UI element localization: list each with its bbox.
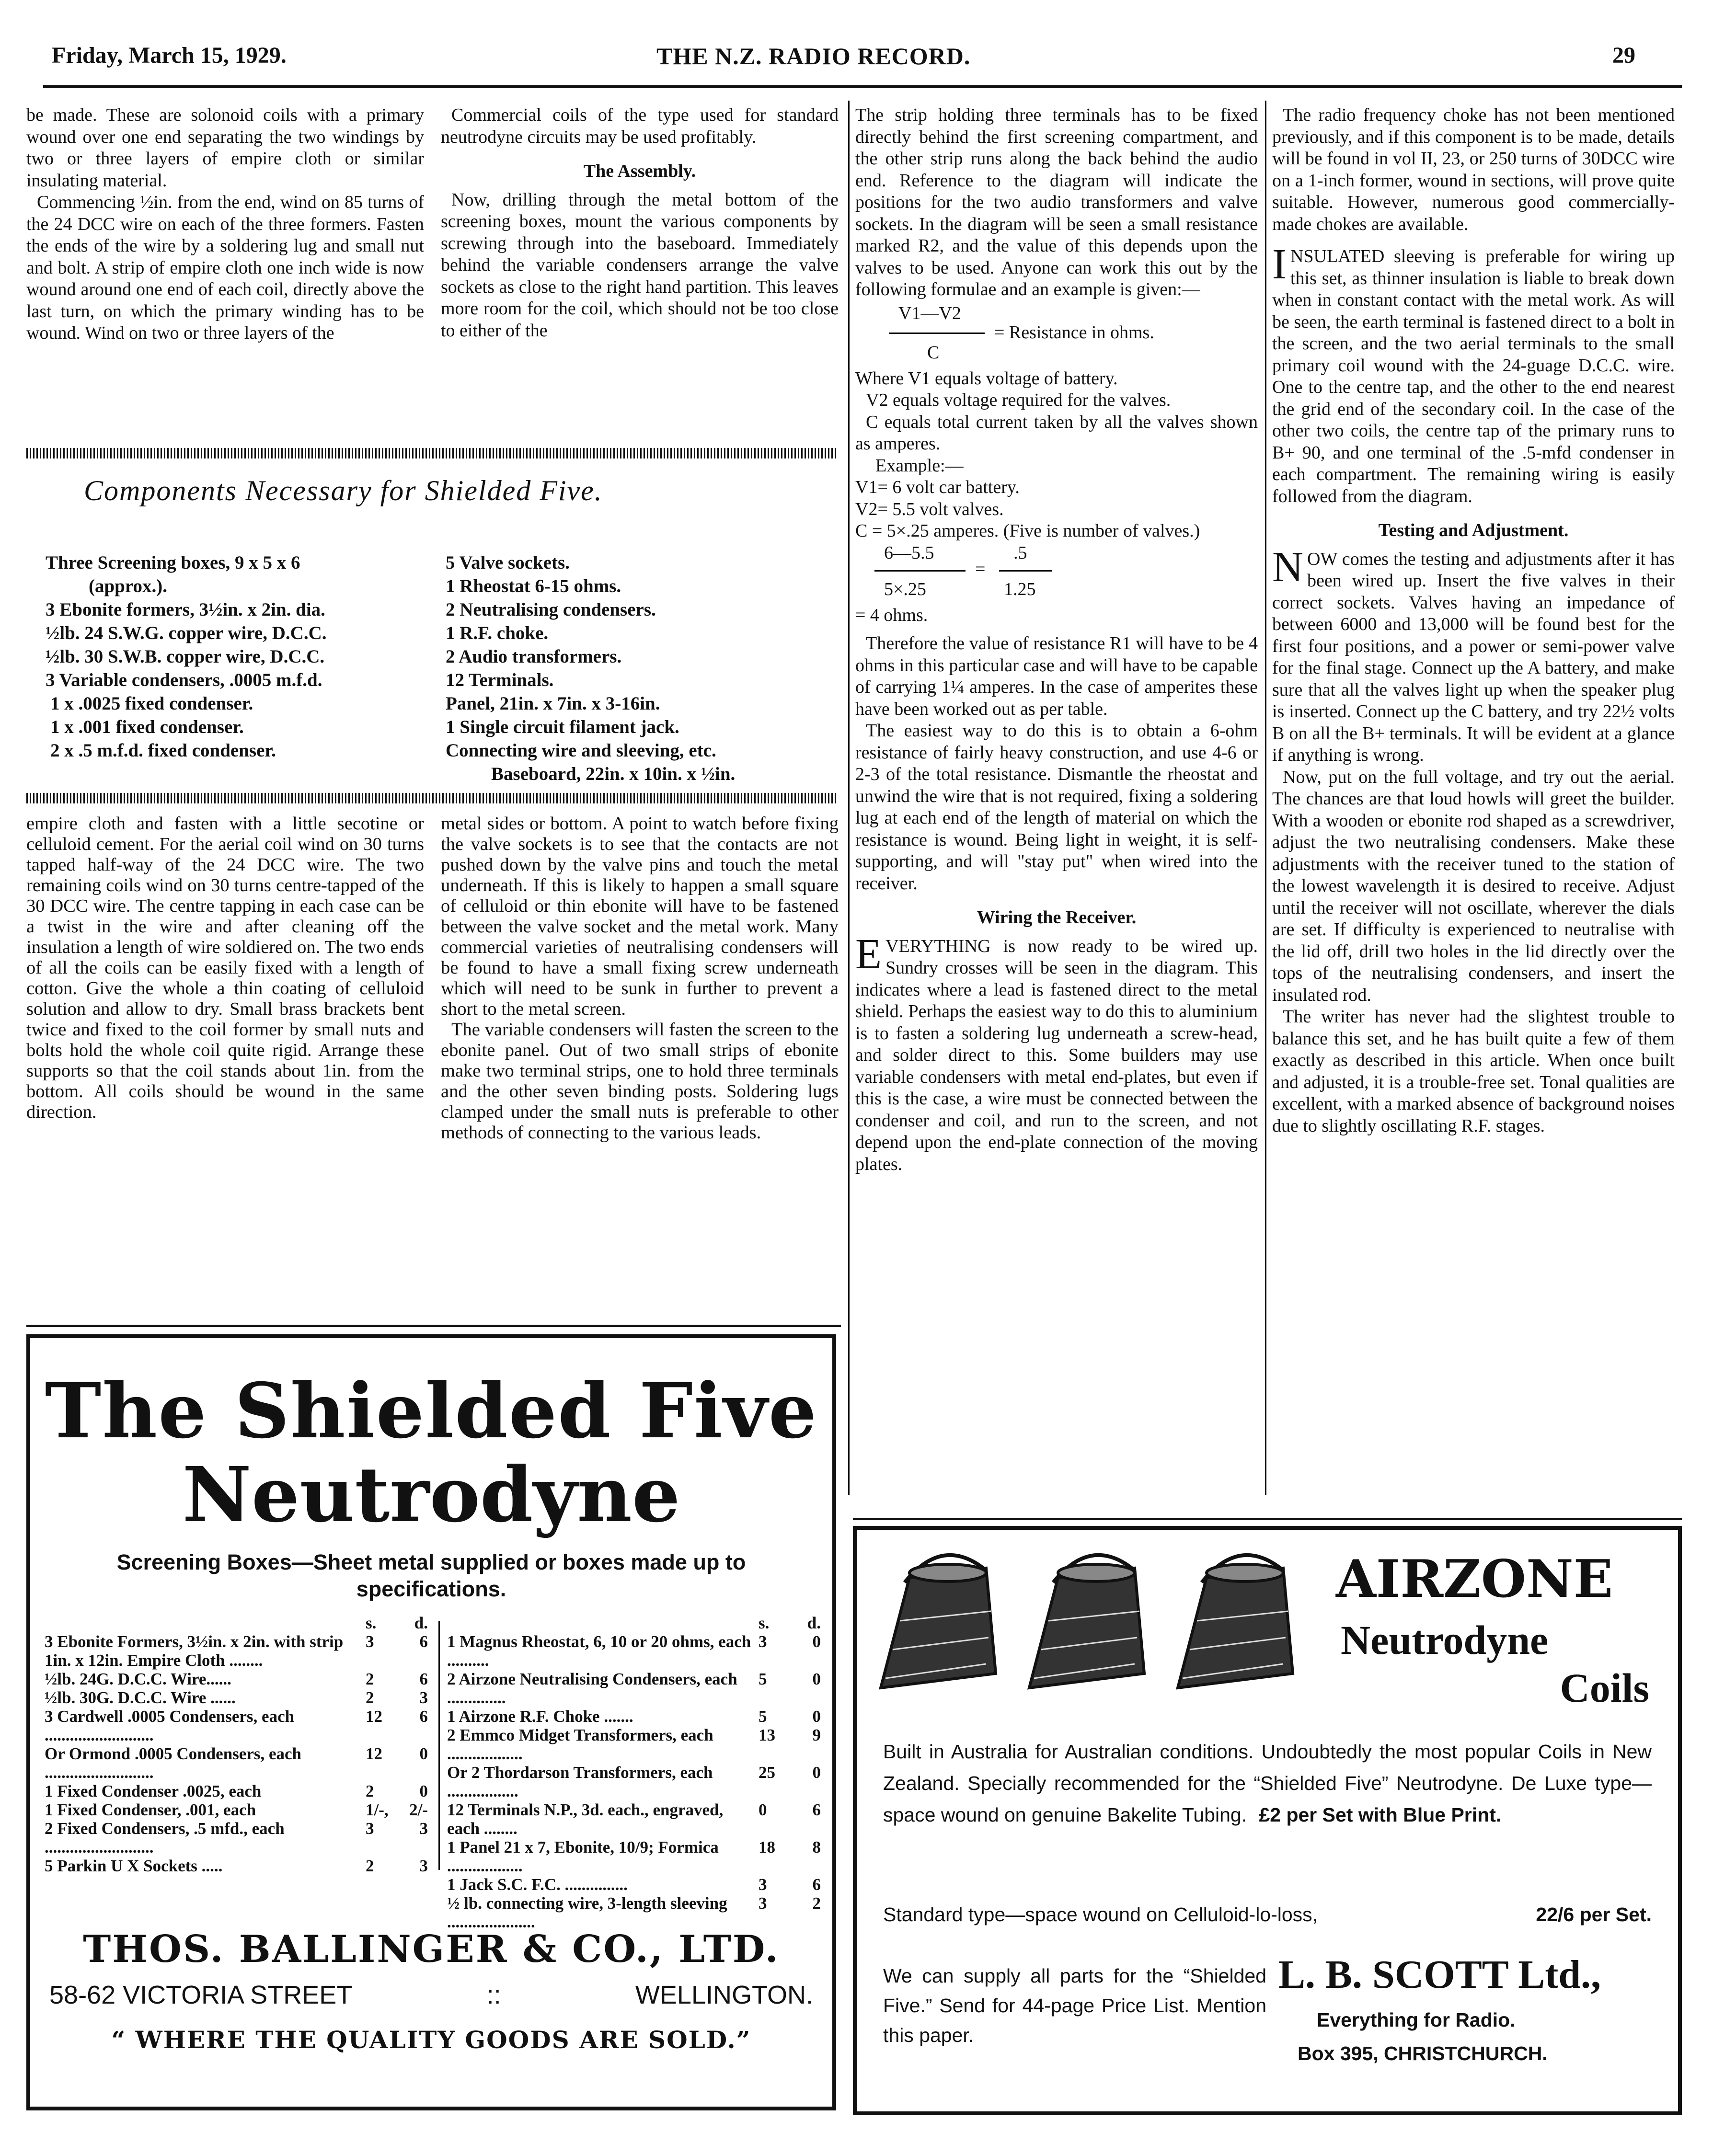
col3-p1: The strip holding three terminals has to be fixed directly behind the first screening compartment, and the other strip runs along the back behind the audio end. Reference to the diagram will indicate the positions for the two audio transformers and valve sockets. In the diagram will be seen a small resistance marked R2, and the value of this depends upon the valves to be used. Anyone can work this out by the following formulae and an example is given:— (855, 105, 1258, 299)
col3-example-3: C = 5×.25 amperes. (Five is number of valves.) (855, 521, 1200, 541)
ad-top-rule (853, 1518, 1682, 1520)
ballinger-slogan: “ WHERE THE QUALITY GOODS ARE SOLD.” (111, 2026, 751, 2054)
formula-denominator: C (927, 342, 940, 363)
col1-bottom (26, 814, 424, 1321)
coil-icon (881, 1555, 996, 1688)
header-date: Friday, March 15, 1929. (52, 43, 287, 68)
col4-p5: The writer has never had the slightest trouble to balance this set, and he has built quite a few of them exactly as described in this article. When once built and adjusted, it is a trouble-free set. Tonal qualities are excellent, with a marked absence of background noises due to slightly oscillating R.F. stages. (1272, 1007, 1675, 1136)
col2-top-p1: Commercial coils of the type used for standard neutrodyne circuits may be used profitably. (441, 105, 839, 147)
calc-den1: 5×.25 (884, 579, 926, 599)
ballinger-company: THOS. BALLINGER & CO., LTD. (83, 1927, 780, 1971)
col3-p3: The easiest way to do this is to obtain a 6-ohm resistance of fairly heavy construction, and use 4-6 or 2-3 of the total resistance. Dismantle the rheostat and unwind the wire that is not required, fixing a soldering lug at each end of the length of material on which the resistance is wound. Being light in weight, it is self-supporting, and will "stay put" when wired into the receiver. (855, 721, 1258, 894)
col3-example-1: V1= 6 volt car battery. (855, 477, 1020, 497)
calc-equals: = (975, 559, 986, 579)
component-item: 5 Valve sockets. (446, 552, 570, 573)
sd-header-d: d. (807, 1614, 821, 1632)
component-item: Connecting wire and sleeving, etc. (446, 740, 716, 761)
component-item: ½lb. 24 S.W.G. copper wire, D.C.C. (46, 623, 327, 643)
component-item: 1 Single circuit filament jack. (446, 717, 679, 737)
col4-p3: NOW comes the testing and adjustments after it has been wired up. Insert the five valves in their correct sockets. Valves having an impedance of between 6000 and 13,000 will be found best for the first four positions, and a power or semi-power valve for the final stage. Connect up the A battery, and make sure that all the valves light up when the speaker plug is inserted. Connect up the C battery, and try 22½ volts B on all the B+ terminals. It will be evident at a glance if anything is wrong. (1272, 543, 1675, 765)
formula-equals: = Resistance in ohms. (994, 322, 1154, 343)
col3-where-2: V2 equals voltage required for the valves. (866, 390, 1171, 410)
ballinger-address-sep: :: (486, 1981, 501, 2009)
price-row: ½lb. 30G. D.C.C. Wire ...... 2 3 (45, 1688, 428, 1707)
col4-p1: The radio frequency choke has not been mentioned previously, and if this component is to be made, details will be found in vol II, 23, or 250 turns of 30DCC wire on a 1-inch former, wound in sections, will prove quite suitable. However, numerous good commercially-made chokes are available. (1272, 105, 1675, 234)
ballinger-ad (26, 1334, 836, 2110)
calc-bar2 (999, 570, 1052, 572)
col4 (1272, 104, 1675, 1499)
col2-top (441, 104, 839, 440)
airzone-standard-text: Standard type—space wound on Celluloid-lo-loss, (883, 1903, 1318, 1926)
coil-illustrations (866, 1544, 1317, 1707)
col1-top (26, 104, 424, 440)
price-row: 3 Ebonite Formers, 3½in. x 2in. with strip 1in. x 12in. Empire Cloth ........ 3 6 (45, 1632, 428, 1670)
ballinger-address (49, 1980, 813, 2010)
col4-subheading: Testing and Adjustment. (1378, 520, 1569, 540)
component-item: Panel, 21in. x 7in. x 3-16in. (446, 693, 660, 714)
col1-top-p2: Commencing ½in. from the end, wind on 85 turns of the 24 DCC wire on each of the three formers. Fasten the ends of the wire by a soldering lug and small nut and bolt. A strip of empire cloth one inch wide is now wound around one end of each coil, directly above the last turn, on which the primary winding has to be wound. Wind on two or three layers of the (26, 192, 424, 343)
component-item: ½lb. 30 S.W.B. copper wire, D.C.C. (46, 646, 325, 667)
ad-top-rule (26, 1325, 841, 1327)
price-row: 12 Terminals N.P., 3d. each., engraved, each ........ 0 6 (447, 1800, 821, 1838)
calc-bar1 (874, 570, 966, 572)
component-item: 3 Variable condensers, .0005 m.f.d. (46, 670, 322, 690)
price-row: 2 Airzone Neutralising Condensers, each .............. 5 0 (447, 1670, 821, 1707)
price-row: 1 Panel 21 x 7, Ebonite, 10/9; Formica .................. 18 8 (447, 1838, 821, 1875)
col2-subheading: The Assembly. (583, 161, 696, 181)
col3-example-label: Example:— (875, 455, 964, 476)
component-item: 1 x .001 fixed condenser. (50, 717, 244, 737)
price-row: 1 Airzone R.F. Choke ....... 5 0 (447, 1707, 821, 1726)
col3-calc-result: = 4 ohms. (855, 605, 928, 625)
component-item: Baseboard, 22in. x 10in. x ½in. (491, 764, 736, 784)
components-bottom-strip (26, 793, 836, 803)
calc-den2: 1.25 (1004, 579, 1036, 599)
header-title: THE N.Z. RADIO RECORD. (656, 43, 971, 69)
component-item: 1 x .0025 fixed condenser. (50, 693, 253, 714)
ballinger-address-city: WELLINGTON. (635, 1981, 813, 2009)
coil-icon (1178, 1555, 1293, 1688)
col3-p4: EVERYTHING is now ready to be wired up. Sundry crosses will be seen in the diagram. This indicates where a lead is fastened direct to the metal shield. Perhaps the easiest way to do this to aluminium is to fasten a soldering lug underneath a screw-head, and solder direct to this. Some builders may use variable condensers with metal end-plates, but even if this is the case, a wire must be connected between the condenser and coil, and run to the screen, and not depend upon the end-plate connection of the moving plates. (855, 930, 1258, 1174)
airzone-price2: 22/6 per Set. (1536, 1903, 1652, 1926)
price-row: 1 Magnus Rheostat, 6, 10 or 20 ohms, each .......... 3 0 (447, 1632, 821, 1670)
ballinger-address-street: 58-62 VICTORIA STREET (49, 1981, 353, 2009)
sd-header-s: s. (366, 1614, 377, 1632)
component-item: (approx.). (89, 576, 167, 596)
calculation (855, 542, 1258, 605)
column-rule (848, 101, 850, 1495)
price-row: Or 2 Thordarson Transformers, each ................. 25 0 (447, 1763, 821, 1800)
components-title: Components Necessary for Shielded Five. (84, 475, 603, 506)
col3-where-1: Where V1 equals voltage of battery. (855, 368, 1118, 389)
col2-bottom-p2: The variable condensers will fasten the screen to the ebonite panel. Out of two small strips of ebonite make two terminal strips, one to hold three terminals and the other seven binding posts. Soldering lugs clamped under the small nuts is preferable to other methods of connecting to the various leads. (441, 1020, 839, 1143)
col3-example-2: V2= 5.5 volt valves. (855, 499, 1004, 519)
col2-bottom-p1: metal sides or bottom. A point to watch before fixing the valve sockets is to see that the contacts are not pushed down by the valve pins and touch the metal underneath. If this is likely to happen a small square of celluloid or thin ebonite will have to be fastened between the valve socket and the metal work. Many commercial varieties of neutralising condensers will be found to have a small fixing screw underneath which will need to be sunk in further to prevent a short to the metal screen. (441, 814, 839, 1019)
ballinger-subtitle: Screening Boxes—Sheet metal supplied or boxes made up to specifications. (116, 1550, 746, 1601)
price-row: 3 Cardwell .0005 Condensers, each .......................... 12 6 (45, 1707, 428, 1744)
price-row: Or Ormond .0005 Condensers, each .......................... 12 0 (45, 1744, 428, 1782)
formula-numerator: V1—V2 (898, 303, 961, 323)
components-left-list (46, 551, 458, 762)
component-item: 1 Rheostat 6-15 ohms. (446, 576, 621, 596)
component-item: 3 Ebonite formers, 3½in. x 2in. dia. (46, 599, 325, 620)
components-top-strip (26, 448, 836, 458)
component-item: Three Screening boxes, 9 x 5 x 6 (46, 552, 300, 573)
ballinger-list-divider (438, 1621, 440, 1870)
price-row: ½ lb. connecting wire, 3-length sleeving ..................... 3 2 (447, 1894, 821, 1931)
ballinger-left-list (45, 1614, 428, 1875)
col2-bottom (441, 814, 839, 1321)
scott-address: Box 395, CHRISTCHURCH. (1298, 2042, 1548, 2064)
header-rule (43, 85, 1682, 88)
formula-bar (889, 332, 985, 334)
header-page: 29 (1612, 43, 1635, 68)
col1-top-p1: be made. These are solonoid coils with a primary wound over one end separating the two windings by two or three layers of empire cloth or similar insulating material. (26, 105, 424, 191)
component-item: 2 Audio transformers. (446, 646, 622, 667)
price-row: 1 Fixed Condenser, .001, each 1/-, 2/- (45, 1800, 428, 1819)
price-row: 5 Parkin U X Sockets ..... 2 3 (45, 1857, 428, 1875)
ballinger-right-list (447, 1614, 821, 1931)
col3-subheading: Wiring the Receiver. (977, 907, 1137, 928)
price-row: ½lb. 24G. D.C.C. Wire...... 2 6 (45, 1670, 428, 1688)
col4-p2: INSULATED sleeving is preferable for wiring up this set, as thinner insulation is liable to break down when in constant contact with the metal work. As will be seen, the earth terminal is fastened direct to a bolt in the screen, and the two aerial terminals to the small primary coil wound with the 24-guage D.C.C. wire. One to the centre tap, and the other to the end nearest the grid end of the secondary coil. In the case of the other two coils, the centre tap of the primary runs to B+ 90, and one terminal of the .5-mfd condenser in each compartment. The remaining wiring is easily followed from the diagram. (1272, 241, 1675, 506)
price-row: 2 Fixed Condensers, .5 mfd., each .......................... 3 3 (45, 1819, 428, 1857)
airzone-brand: AIRZONE (1336, 1549, 1613, 1609)
formula (855, 301, 1258, 368)
col1-bottom-text: empire cloth and fasten with a little secotine or celluloid cement. For the aerial coil wind on 30 turns tapped half-way of the 24 DCC wire. The two remaining coils wind on 30 turns centre-tapped of the 30 DCC wire. The centre tapping in each case can be a twist in the wire and after cleaning off the insulation a length of wire soldiered on. The two ends of all the coils can be easily fixed with a length of cotton. Give the whole a thin coating of celluloid solution and allow to dry. Small brass brackets bent twice and fixed to the coil former by small nuts and bolts hold the whole coil quite rigid. Arrange these supports so that the coil stands about 1in. from the bottom. All coils should be wound in the same direction. (26, 814, 424, 1122)
scott-company: L. B. SCOTT Ltd., (1278, 1952, 1601, 1997)
airzone-parts: We can supply all parts for the “Shielded Five.” Send for 44-page Price List. Mention this paper. (883, 1965, 1266, 2046)
calc-num1: 6—5.5 (884, 542, 934, 563)
price-row: 1 Fixed Condenser .0025, each 2 0 (45, 1782, 428, 1800)
col3-p2: Therefore the value of resistance R1 will have to be 4 ohms in this particular case and will have to be capable of carrying 1¼ amperes. In the case of amperites these have been worked out as per table. (855, 633, 1258, 719)
airzone-line2: Neutrodyne (1341, 1617, 1549, 1663)
col3-where-3: C equals total current taken by all the valves shown as amperes. (855, 412, 1258, 454)
ballinger-title-line2: Neutrodyne (182, 1451, 680, 1539)
airzone-standard (883, 1903, 1652, 1926)
component-item: 1 R.F. choke. (446, 623, 549, 643)
airzone-ad (853, 1526, 1682, 2115)
scott-tagline: Everything for Radio. (1317, 2009, 1516, 2031)
sd-header-d: d. (414, 1614, 428, 1632)
airzone-body-text: Built in Australia for Australian conditions. Undoubtedly the most popular Coils in New Zealand. Specially recommended for the “Shielded Five” Neutrodyne. De Luxe type—space wound on genuine Bakelite Tubing. (883, 1741, 1652, 1826)
price-row: 1 Jack S.C. F.C. ............... 3 6 (447, 1875, 821, 1894)
component-item: 2 x .5 m.f.d. fixed condenser. (50, 740, 276, 761)
component-item: 12 Terminals. (446, 670, 554, 690)
components-right-list (446, 551, 839, 786)
sd-header-s: s. (759, 1614, 770, 1632)
coil-icon (1029, 1555, 1144, 1688)
col4-p4: Now, put on the full voltage, and try out the aerial. The chances are that loud howls will greet the builder. With a wooden or ebonite rod shaped as a screwdriver, adjust the two neutralising condensers. Make these adjustments with the receiver tuned to the station of the lowest wavelength it is desired to receive. Adjust until the receiver will not oscillate, wherever the dials are set. If difficulty is experienced to neutralise with the lid off, drill two holes in the lid directly over the tops of the neutralising condensers, and insert the insulated rod. (1272, 767, 1675, 1005)
calc-num2: .5 (1013, 542, 1027, 563)
airzone-line3: Coils (1560, 1665, 1649, 1711)
component-item: 2 Neutralising condensers. (446, 599, 656, 620)
airzone-body (883, 1736, 1652, 1831)
column-rule (1265, 101, 1266, 1495)
col3 (855, 104, 1258, 1499)
price-row: 2 Emmco Midget Transformers, each .................. 13 9 (447, 1726, 821, 1763)
airzone-price1: £2 per Set with Blue Print. (1259, 1804, 1502, 1826)
col2-top-p2: Now, drilling through the metal bottom of the screening boxes, mount the various components by screwing through into the baseboard. Immediately behind the variable condensers arrange the valve sockets as close to the right hand partition. This leaves more room for the coil, which should not be too close to either of the (441, 189, 839, 341)
ballinger-title-line1: The Shielded Five (45, 1367, 818, 1456)
